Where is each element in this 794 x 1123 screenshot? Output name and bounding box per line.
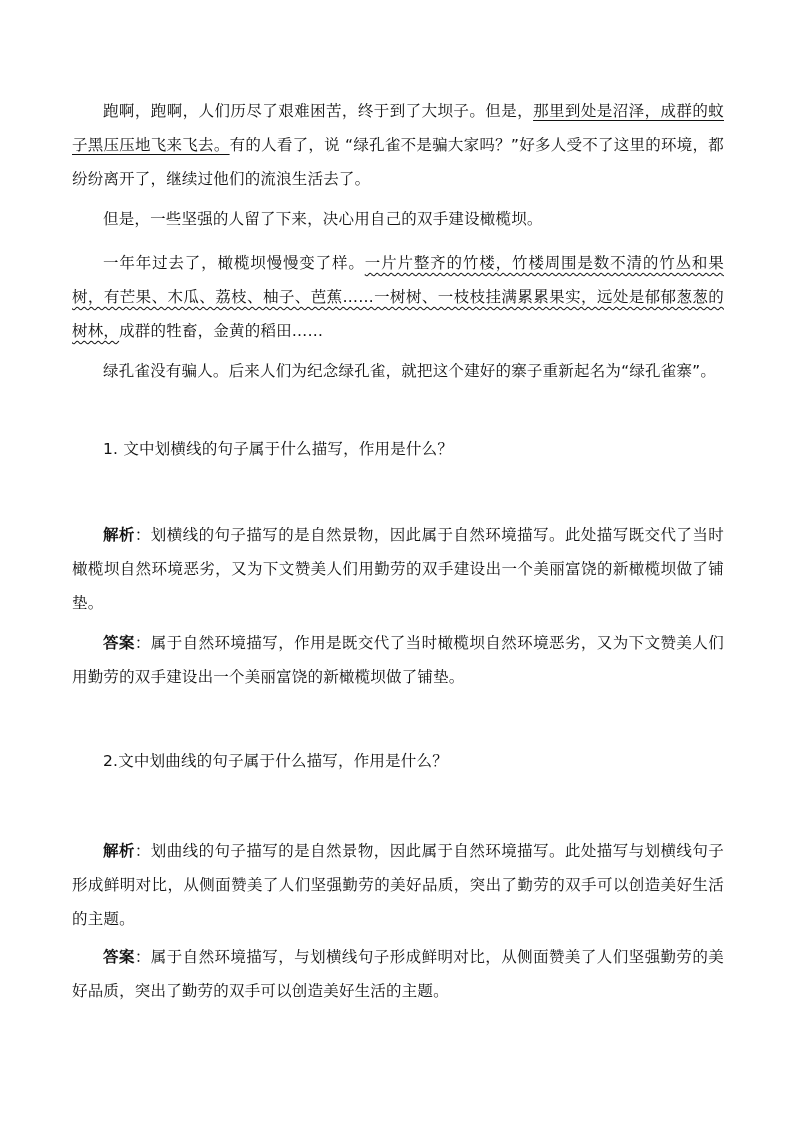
q1-answer — [72, 626, 724, 694]
q1-answer-text: ：属于自然环境描写，作用是既交代了当时橄榄坝自然环境恶劣，又为下文赞美人们用勤劳的双手建设出一个美丽富饶的新橄榄坝做了铺垫。 — [72, 634, 724, 686]
passage-p3-text-after: 成群的牲畜，金黄的稻田…… — [119, 322, 324, 340]
q1-analysis-label: 解析 — [103, 526, 135, 544]
question-2: 2.文中划曲线的句子属于什么描写，作用是什么？ — [103, 752, 448, 770]
passage-paragraph-1 — [72, 94, 724, 196]
q2-answer — [72, 940, 724, 1008]
q2-answer-label: 答案 — [103, 948, 135, 966]
passage-paragraph-3 — [72, 246, 724, 348]
passage-paragraph-4: 绿孔雀没有骗人。后来人们为纪念绿孔雀，就把这个建好的寨子重新起名为“绿孔雀寨”。 — [103, 362, 717, 380]
wavy-underlined-sentence: 一片片整齐的竹楼，竹楼周围是数不清的竹丛和果树，有芒果、木瓜、荔枝、柚子、芭蕉……一树树、一枝枝挂满累累果实，远处是郁郁葱葱的树林， — [72, 254, 724, 340]
question-1: 1. 文中划横线的句子属于什么描写，作用是什么？ — [103, 440, 454, 458]
q2-analysis — [72, 834, 724, 936]
q1-answer-label: 答案 — [103, 634, 135, 652]
passage-p1-text: 跑啊，跑啊，人们历尽了艰难困苦，终于到了大坝子。但是， — [103, 102, 534, 120]
underlined-sentence: 那里到处是沼泽，成群的蚊子黑压压地飞来飞去。 — [72, 102, 724, 154]
passage-p3-text: 一年年过去了，橄榄坝慢慢变了样。 — [103, 254, 365, 272]
q2-answer-text: ：属于自然环境描写，与划横线句子形成鲜明对比，从侧面赞美了人们坚强勤劳的美好品质，突出了勤劳的双手可以创造美好生活的主题。 — [72, 948, 724, 1000]
q2-analysis-label: 解析 — [103, 842, 135, 860]
q1-analysis-text: ：划横线的句子描写的是自然景物，因此属于自然环境描写。此处描写既交代了当时橄榄坝自然环境恶劣，又为下文赞美人们用勤劳的双手建设出一个美丽富饶的新橄榄坝做了铺垫。 — [72, 526, 724, 612]
passage-p1-text-after: 有的人看了，说 “绿孔雀不是骗大家吗？”好多人受不了这里的环境，都纷纷离开了，继续过他们的流浪生活去了。 — [72, 136, 724, 188]
q1-analysis — [72, 518, 724, 620]
q2-analysis-text: ：划曲线的句子描写的是自然景物，因此属于自然环境描写。此处描写与划横线句子形成鲜明对比，从侧面赞美了人们坚强勤劳的美好品质，突出了勤劳的双手可以创造美好生活的主题。 — [72, 842, 724, 928]
passage-paragraph-2: 但是，一些坚强的人留了下来，决心用自己的双手建设橄榄坝。 — [103, 210, 543, 228]
